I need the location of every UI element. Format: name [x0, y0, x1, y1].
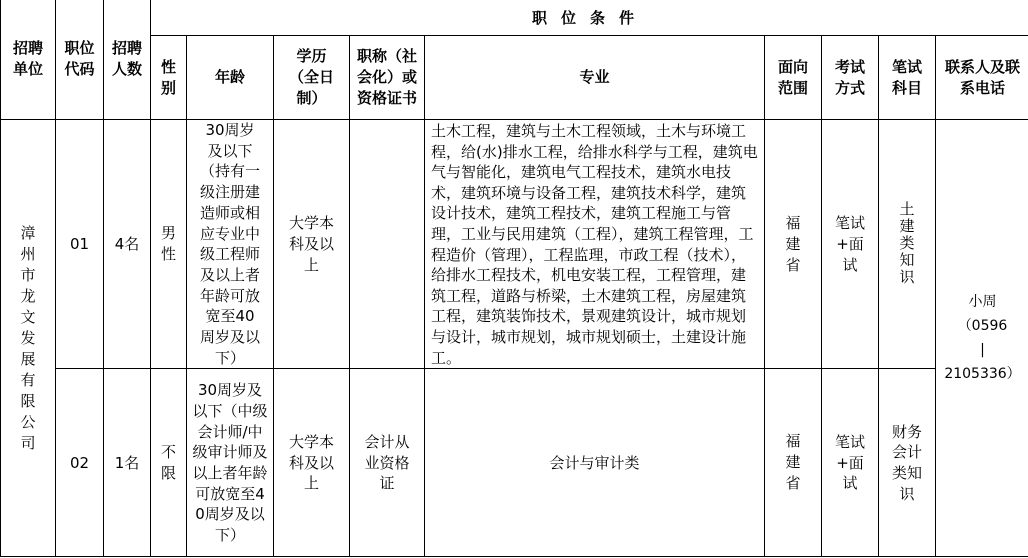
job-scope: 福建省: [765, 120, 822, 369]
job-exam-subject: 土建类知识: [879, 120, 936, 369]
header-major: 专业: [425, 36, 765, 120]
job-education: 大学本科及以上: [274, 120, 350, 369]
job-exam-method: 笔试+面试: [822, 369, 879, 557]
job-exam-method: 笔试+面试: [822, 120, 879, 369]
job-exam-subject: 财务会计类知识: [879, 369, 936, 557]
header-exam-method: 考试方式: [822, 36, 879, 120]
job-gender: 男性: [151, 120, 187, 369]
table-row: [1, 120, 1028, 369]
job-count: 1名: [104, 369, 151, 557]
job-title: 会计从业资格证: [350, 369, 425, 557]
header-age: 年龄: [187, 36, 274, 120]
header-gender: 性别: [151, 36, 187, 120]
header-contact: 联系人及联系电话: [936, 36, 1028, 120]
header-code: 职位代码: [56, 0, 104, 120]
job-scope: 福建省: [765, 369, 822, 557]
header-count: 招聘人数: [104, 0, 151, 120]
job-code: 01: [56, 120, 104, 369]
job-title: [350, 120, 425, 369]
header-scope: 面向范围: [765, 36, 822, 120]
unit-name: 漳州市龙文发展有限公司: [1, 120, 56, 557]
header-unit: 招聘单位: [1, 0, 56, 120]
job-gender: 不限: [151, 369, 187, 557]
job-major: 土木工程，建筑与土木工程领域，土木与环境工程，给(水)排水工程，给排水科学与工程，建筑电气与智能化，建筑电气工程技术，建筑水电技术，建筑环境与设备工程，建筑技术科学，建筑设计技术，建筑工程技术，建筑工程施工与管理，工业与民用建筑（工程），建筑工程管理，工程造价（管理），工程监理，市政工程（技术），给排水工程技术，机电安装工程，工程管理，建筑工程，道路与桥梁，土木建筑工程，房屋建筑工程，建筑装饰技术，景观建筑设计，城市规划与设计，城市规划，城市规划硕士，土建设计施工。: [425, 120, 765, 369]
table-row: [1, 369, 1028, 557]
header-education: 学历（全日制）: [274, 36, 350, 120]
job-age: 30周岁及以下（中级会计师/中级审计师及以上者年龄可放宽至40周岁及以下）: [187, 369, 274, 557]
contact-info: 小周 （0596 | 2105336）: [936, 120, 1028, 557]
header-exam-subject: 笔试科目: [879, 36, 936, 120]
section-title: 职位条件: [151, 0, 1028, 36]
job-education: 大学本科及以上: [274, 369, 350, 557]
header-title: 职称（社会化）或资格证书: [350, 36, 425, 120]
job-count: 4名: [104, 120, 151, 369]
job-code: 02: [56, 369, 104, 557]
job-major: 会计与审计类: [425, 369, 765, 557]
job-age: 30周岁及以下（持有一级注册建造师或相应专业中级工程师及以上者年龄可放宽至40周岁及以下）: [187, 120, 274, 369]
